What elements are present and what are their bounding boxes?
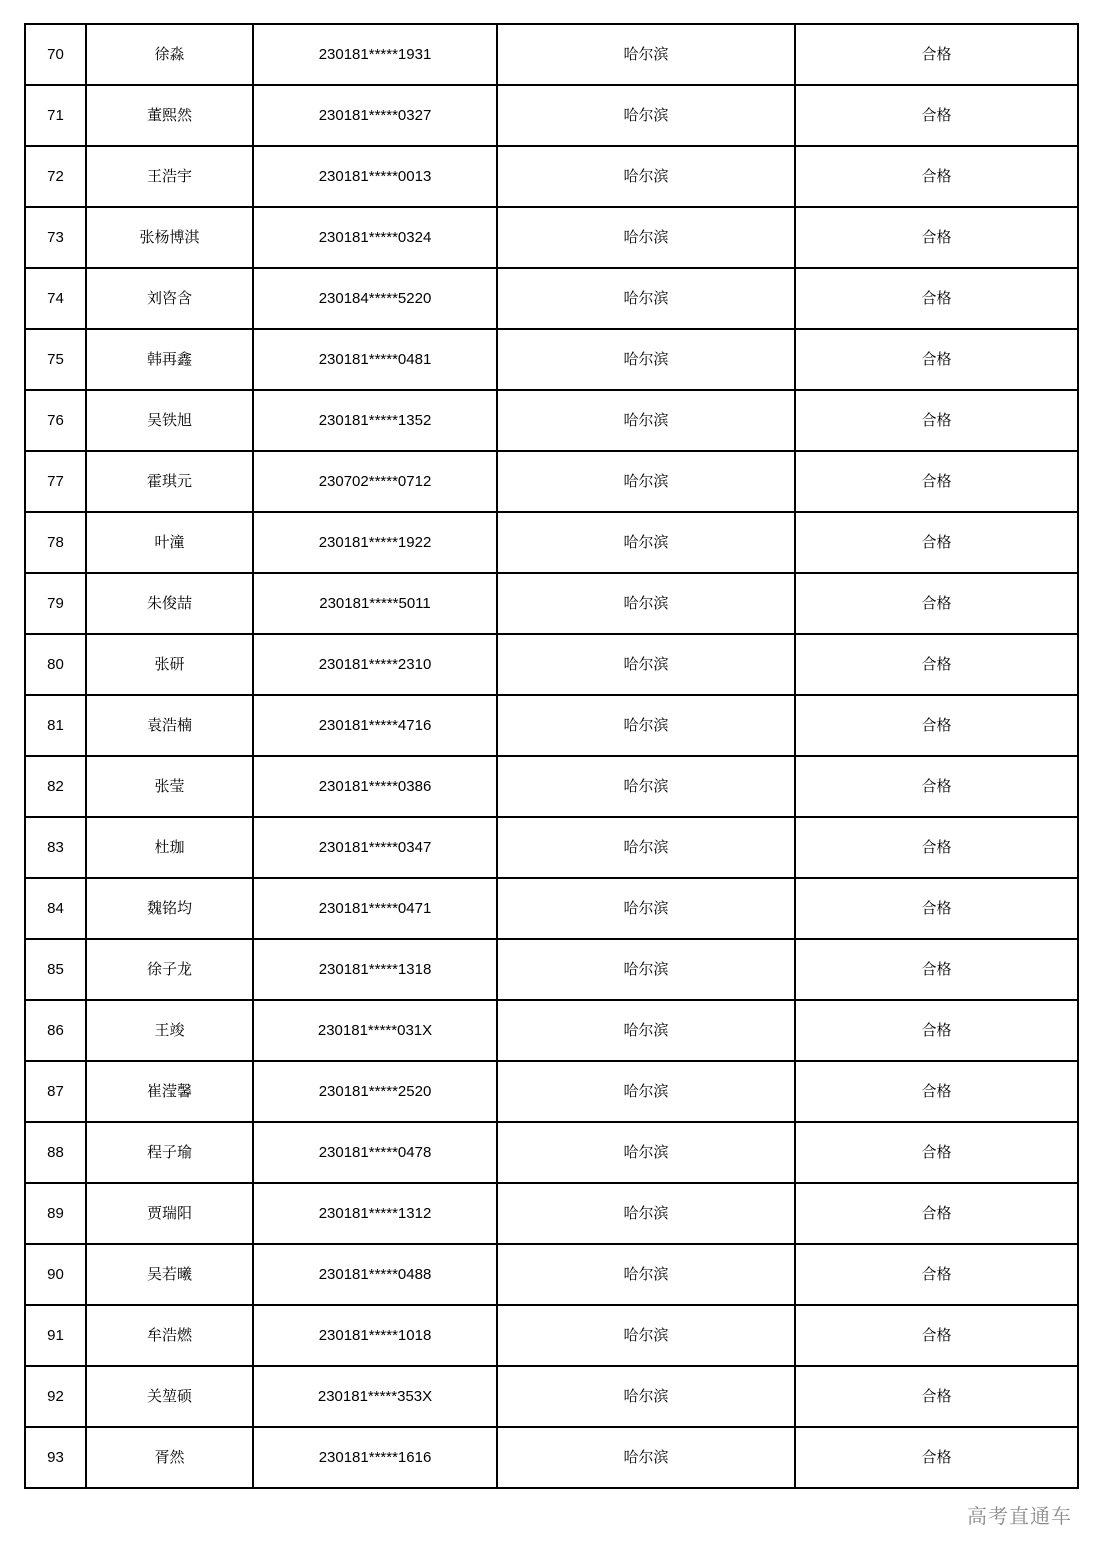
student-name: 张莹 bbox=[86, 756, 253, 817]
id-number: 230181*****0478 bbox=[253, 1122, 497, 1183]
id-number: 230181*****0324 bbox=[253, 207, 497, 268]
id-number: 230181*****0013 bbox=[253, 146, 497, 207]
table-row bbox=[25, 817, 1078, 878]
city: 哈尔滨 bbox=[497, 573, 795, 634]
table-row bbox=[25, 1122, 1078, 1183]
table-row bbox=[25, 1061, 1078, 1122]
city: 哈尔滨 bbox=[497, 24, 795, 85]
id-number: 230181*****0347 bbox=[253, 817, 497, 878]
table-row bbox=[25, 451, 1078, 512]
result: 合格 bbox=[795, 817, 1078, 878]
table-row bbox=[25, 1244, 1078, 1305]
table-row bbox=[25, 1000, 1078, 1061]
result: 合格 bbox=[795, 634, 1078, 695]
city: 哈尔滨 bbox=[497, 939, 795, 1000]
table-row bbox=[25, 1305, 1078, 1366]
city: 哈尔滨 bbox=[497, 390, 795, 451]
table-row bbox=[25, 146, 1078, 207]
row-number: 82 bbox=[25, 756, 86, 817]
row-number: 74 bbox=[25, 268, 86, 329]
row-number: 89 bbox=[25, 1183, 86, 1244]
result: 合格 bbox=[795, 1427, 1078, 1488]
city: 哈尔滨 bbox=[497, 85, 795, 146]
row-number: 90 bbox=[25, 1244, 86, 1305]
city: 哈尔滨 bbox=[497, 1244, 795, 1305]
table-row bbox=[25, 634, 1078, 695]
student-name: 张杨博淇 bbox=[86, 207, 253, 268]
city: 哈尔滨 bbox=[497, 1305, 795, 1366]
roster-table-body bbox=[25, 24, 1078, 1488]
student-name: 刘咨含 bbox=[86, 268, 253, 329]
table-row bbox=[25, 207, 1078, 268]
id-number: 230181*****0327 bbox=[253, 85, 497, 146]
result: 合格 bbox=[795, 390, 1078, 451]
row-number: 75 bbox=[25, 329, 86, 390]
id-number: 230181*****031X bbox=[253, 1000, 497, 1061]
city: 哈尔滨 bbox=[497, 1366, 795, 1427]
student-name: 张研 bbox=[86, 634, 253, 695]
result: 合格 bbox=[795, 1305, 1078, 1366]
city: 哈尔滨 bbox=[497, 268, 795, 329]
id-number: 230181*****1931 bbox=[253, 24, 497, 85]
id-number: 230181*****2310 bbox=[253, 634, 497, 695]
city: 哈尔滨 bbox=[497, 207, 795, 268]
table-row bbox=[25, 939, 1078, 1000]
city: 哈尔滨 bbox=[497, 1427, 795, 1488]
row-number: 72 bbox=[25, 146, 86, 207]
row-number: 81 bbox=[25, 695, 86, 756]
table-row bbox=[25, 695, 1078, 756]
result: 合格 bbox=[795, 1183, 1078, 1244]
student-name: 贾瑞阳 bbox=[86, 1183, 253, 1244]
result: 合格 bbox=[795, 1366, 1078, 1427]
student-name: 叶潼 bbox=[86, 512, 253, 573]
id-number: 230181*****4716 bbox=[253, 695, 497, 756]
id-number: 230181*****353X bbox=[253, 1366, 497, 1427]
id-number: 230181*****1352 bbox=[253, 390, 497, 451]
city: 哈尔滨 bbox=[497, 634, 795, 695]
id-number: 230702*****0712 bbox=[253, 451, 497, 512]
id-number: 230181*****0488 bbox=[253, 1244, 497, 1305]
student-name: 崔滢馨 bbox=[86, 1061, 253, 1122]
row-number: 80 bbox=[25, 634, 86, 695]
watermark: 高考直通车 bbox=[963, 1498, 1076, 1531]
city: 哈尔滨 bbox=[497, 329, 795, 390]
result: 合格 bbox=[795, 451, 1078, 512]
result: 合格 bbox=[795, 573, 1078, 634]
student-name: 徐淼 bbox=[86, 24, 253, 85]
result: 合格 bbox=[795, 268, 1078, 329]
row-number: 92 bbox=[25, 1366, 86, 1427]
table-row bbox=[25, 85, 1078, 146]
result: 合格 bbox=[795, 329, 1078, 390]
id-number: 230181*****5011 bbox=[253, 573, 497, 634]
student-name: 杜珈 bbox=[86, 817, 253, 878]
result: 合格 bbox=[795, 146, 1078, 207]
result: 合格 bbox=[795, 695, 1078, 756]
student-name: 朱俊喆 bbox=[86, 573, 253, 634]
table-row bbox=[25, 1427, 1078, 1488]
result: 合格 bbox=[795, 512, 1078, 573]
city: 哈尔滨 bbox=[497, 695, 795, 756]
result: 合格 bbox=[795, 1122, 1078, 1183]
student-name: 胥然 bbox=[86, 1427, 253, 1488]
table-row bbox=[25, 1183, 1078, 1244]
row-number: 76 bbox=[25, 390, 86, 451]
city: 哈尔滨 bbox=[497, 512, 795, 573]
id-number: 230181*****2520 bbox=[253, 1061, 497, 1122]
table-row bbox=[25, 512, 1078, 573]
student-name: 韩再鑫 bbox=[86, 329, 253, 390]
id-number: 230184*****5220 bbox=[253, 268, 497, 329]
table-row bbox=[25, 268, 1078, 329]
row-number: 77 bbox=[25, 451, 86, 512]
roster-table bbox=[24, 23, 1079, 1489]
id-number: 230181*****0481 bbox=[253, 329, 497, 390]
row-number: 79 bbox=[25, 573, 86, 634]
result: 合格 bbox=[795, 878, 1078, 939]
student-name: 王浩宇 bbox=[86, 146, 253, 207]
table-row bbox=[25, 24, 1078, 85]
city: 哈尔滨 bbox=[497, 146, 795, 207]
row-number: 71 bbox=[25, 85, 86, 146]
student-name: 王竣 bbox=[86, 1000, 253, 1061]
student-name: 袁浩楠 bbox=[86, 695, 253, 756]
result: 合格 bbox=[795, 756, 1078, 817]
row-number: 91 bbox=[25, 1305, 86, 1366]
city: 哈尔滨 bbox=[497, 451, 795, 512]
student-name: 牟浩燃 bbox=[86, 1305, 253, 1366]
result: 合格 bbox=[795, 24, 1078, 85]
student-name: 霍琪元 bbox=[86, 451, 253, 512]
row-number: 84 bbox=[25, 878, 86, 939]
student-name: 吴若曦 bbox=[86, 1244, 253, 1305]
id-number: 230181*****1312 bbox=[253, 1183, 497, 1244]
student-name: 董熙然 bbox=[86, 85, 253, 146]
id-number: 230181*****1616 bbox=[253, 1427, 497, 1488]
result: 合格 bbox=[795, 1244, 1078, 1305]
city: 哈尔滨 bbox=[497, 1000, 795, 1061]
city: 哈尔滨 bbox=[497, 1183, 795, 1244]
row-number: 70 bbox=[25, 24, 86, 85]
student-name: 程子瑜 bbox=[86, 1122, 253, 1183]
result: 合格 bbox=[795, 207, 1078, 268]
table-row bbox=[25, 878, 1078, 939]
id-number: 230181*****1922 bbox=[253, 512, 497, 573]
table-row bbox=[25, 390, 1078, 451]
city: 哈尔滨 bbox=[497, 756, 795, 817]
id-number: 230181*****1318 bbox=[253, 939, 497, 1000]
id-number: 230181*****0471 bbox=[253, 878, 497, 939]
row-number: 93 bbox=[25, 1427, 86, 1488]
table-row bbox=[25, 1366, 1078, 1427]
student-name: 关堃硕 bbox=[86, 1366, 253, 1427]
student-name: 吴铁旭 bbox=[86, 390, 253, 451]
row-number: 83 bbox=[25, 817, 86, 878]
table-row bbox=[25, 573, 1078, 634]
row-number: 86 bbox=[25, 1000, 86, 1061]
table-row bbox=[25, 756, 1078, 817]
row-number: 85 bbox=[25, 939, 86, 1000]
city: 哈尔滨 bbox=[497, 1061, 795, 1122]
result: 合格 bbox=[795, 1061, 1078, 1122]
table-row bbox=[25, 329, 1078, 390]
city: 哈尔滨 bbox=[497, 1122, 795, 1183]
result: 合格 bbox=[795, 85, 1078, 146]
result: 合格 bbox=[795, 1000, 1078, 1061]
city: 哈尔滨 bbox=[497, 817, 795, 878]
student-name: 徐子龙 bbox=[86, 939, 253, 1000]
row-number: 73 bbox=[25, 207, 86, 268]
row-number: 78 bbox=[25, 512, 86, 573]
result: 合格 bbox=[795, 939, 1078, 1000]
row-number: 87 bbox=[25, 1061, 86, 1122]
student-name: 魏铭均 bbox=[86, 878, 253, 939]
city: 哈尔滨 bbox=[497, 878, 795, 939]
id-number: 230181*****1018 bbox=[253, 1305, 497, 1366]
id-number: 230181*****0386 bbox=[253, 756, 497, 817]
row-number: 88 bbox=[25, 1122, 86, 1183]
